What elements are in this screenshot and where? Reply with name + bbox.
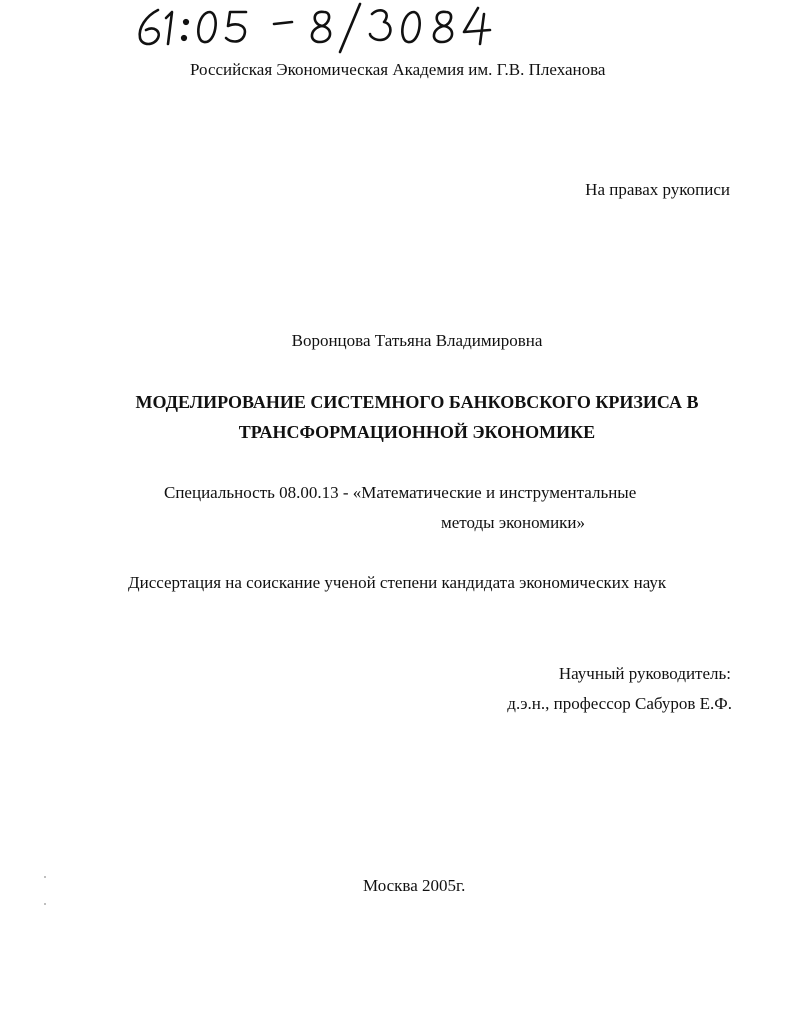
specialty-line-2: методы экономики» [441, 513, 586, 532]
handwritten-archive-code [128, 0, 528, 58]
scan-speck [44, 903, 46, 905]
scan-speck [44, 876, 46, 878]
handwritten-code-drawing [128, 0, 528, 58]
rights-notice: На правах рукописи [585, 180, 730, 199]
advisor-name: д.э.н., профессор Сабуров Е.Ф. [507, 694, 732, 713]
place-and-year: Москва 2005г. [363, 876, 466, 895]
advisor-label: Научный руководитель: [558, 664, 731, 683]
institution-name: Российская Экономическая Академия им. Г.В. Плеханова [190, 60, 606, 79]
dissertation-statement: Диссертация на соискание ученой степени кандидата экономических наук [128, 573, 667, 592]
dissertation-title-line-1: МОДЕЛИРОВАНИЕ СИСТЕМНОГО БАНКОВСКОГО КРИЗИСА В [135, 392, 699, 412]
author-name: Воронцова Татьяна Владимировна [291, 331, 543, 350]
specialty-line-1: Специальность 08.00.13 - «Математические и инструментальные [164, 483, 637, 502]
dissertation-title-line-2: ТРАНСФОРМАЦИОННОЙ ЭКОНОМИКЕ [238, 422, 596, 442]
